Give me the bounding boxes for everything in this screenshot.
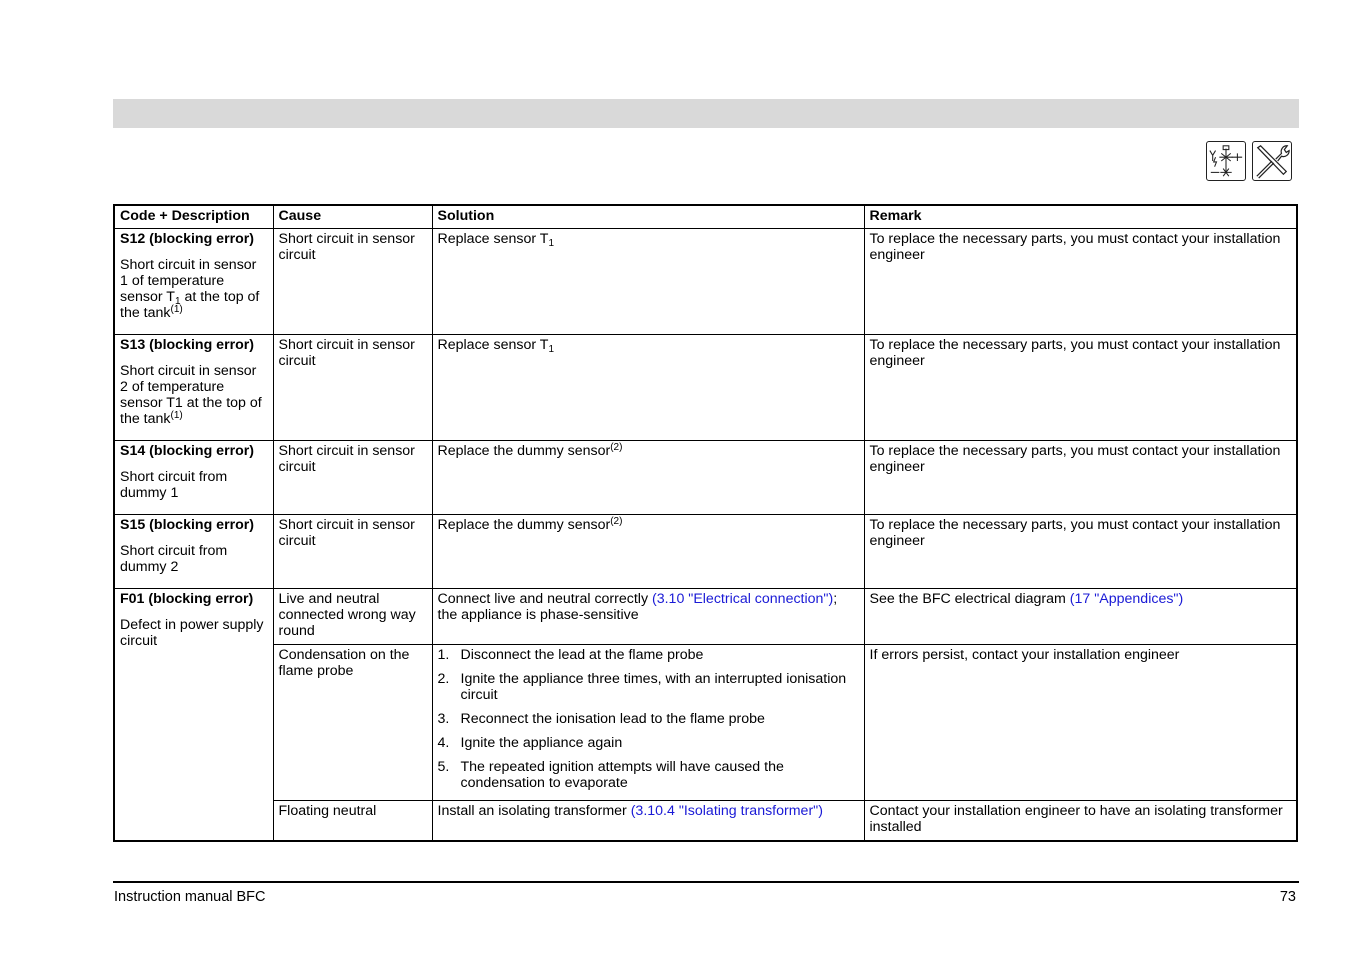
- error-description: Short circuit from dummy 2: [120, 543, 228, 575]
- cause-cell: Condensation on the flame probe: [273, 645, 432, 801]
- cause-cell: Short circuit in sensor circuit: [273, 335, 432, 441]
- error-code: S13 (blocking error): [120, 337, 255, 353]
- table-row: [114, 335, 1297, 441]
- cross-reference-link[interactable]: (3.10.4 "Isolating transformer"): [630, 803, 823, 819]
- code-cell: [114, 589, 273, 841]
- list-item: 4. Ignite the appliance again: [437, 735, 623, 751]
- code-cell: [114, 441, 273, 515]
- solution-cell: Replace sensor $T_1$: [432, 229, 864, 335]
- error-description: Defect in power supply circuit: [120, 617, 264, 649]
- table-row: [114, 589, 1297, 645]
- list-item: 3. Reconnect the ionisation lead to the flame probe: [437, 711, 765, 727]
- service-tools-icon: [1252, 141, 1292, 181]
- remark-cell: See the BFC electrical diagram (17 "Appendices"): [864, 589, 1297, 645]
- cross-reference-link[interactable]: (3.10 "Electrical connection"): [652, 591, 834, 607]
- footer-title: Instruction manual BFC: [114, 889, 266, 905]
- solution-cell: Install an isolating transformer (3.10.4 "Isolating transformer"): [432, 801, 864, 841]
- installer-symbol-icon: [1206, 141, 1246, 181]
- header-code: Code + Description: [114, 205, 273, 229]
- error-code: F01 (blocking error): [120, 591, 254, 607]
- error-code: S15 (blocking error): [120, 517, 255, 533]
- remark-cell: To replace the necessary parts, you must contact your installation engineer: [864, 335, 1297, 441]
- header-band: [113, 99, 1299, 128]
- cause-cell: Short circuit in sensor circuit: [273, 229, 432, 335]
- page-number: 73: [1279, 889, 1296, 905]
- code-cell: [114, 515, 273, 589]
- code-cell: [114, 229, 273, 335]
- header-cause: Cause: [273, 205, 432, 229]
- remark-cell: To replace the necessary parts, you must contact your installation engineer: [864, 441, 1297, 515]
- table-row: [114, 515, 1297, 589]
- remark-cell: Contact your installation engineer to have an isolating transformer installed: [864, 801, 1297, 841]
- list-item: 5. The repeated ignition attempts will have caused the condensation to evaporate: [437, 759, 784, 791]
- error-description: Short circuit from dummy 1: [120, 469, 228, 501]
- solution-cell: Replace the dummy sensor$^{(2)}$: [432, 441, 864, 515]
- solution-cell: Connect live and neutral correctly (3.10 "Electrical connection"); the appliance is phase-sensitive: [432, 589, 864, 645]
- error-description: Short circuit in sensor 1 of temperature sensor $T_1$ at the top of the tank$^{(1)}$: [120, 257, 260, 321]
- solution-cell: Replace the dummy sensor$^{(2)}$: [432, 515, 864, 589]
- cause-cell: Short circuit in sensor circuit: [273, 515, 432, 589]
- cause-cell: Short circuit in sensor circuit: [273, 441, 432, 515]
- cause-cell: Floating neutral: [273, 801, 432, 841]
- fault-table: [113, 204, 1298, 842]
- header-icons: [1206, 141, 1292, 181]
- error-code: S14 (blocking error): [120, 443, 255, 459]
- header-remark: Remark: [864, 205, 1297, 229]
- solution-cell: [432, 645, 864, 801]
- list-item: 1. Disconnect the lead at the flame probe: [437, 647, 704, 663]
- cause-cell: Live and neutral connected wrong way round: [273, 589, 432, 645]
- step-list: [438, 647, 859, 791]
- table-row: [114, 801, 1297, 841]
- table-row: [114, 229, 1297, 335]
- error-description: Short circuit in sensor 2 of temperature sensor T1 at the top of the tank$^{(1)}$: [120, 363, 262, 427]
- list-item: 2. Ignite the appliance three times, with an interrupted ionisation circuit: [437, 671, 847, 703]
- error-code: S12 (blocking error): [120, 231, 255, 247]
- cross-reference-link[interactable]: (17 "Appendices"): [1069, 591, 1184, 607]
- remark-cell: To replace the necessary parts, you must contact your installation engineer: [864, 229, 1297, 335]
- table-row: [114, 441, 1297, 515]
- solution-cell: Replace sensor $T_1$: [432, 335, 864, 441]
- table-header-row: [114, 205, 1297, 229]
- code-cell: [114, 335, 273, 441]
- table-row: [114, 645, 1297, 801]
- header-solution: Solution: [432, 205, 864, 229]
- remark-cell: To replace the necessary parts, you must contact your installation engineer: [864, 515, 1297, 589]
- footer-divider: [113, 881, 1299, 883]
- remark-cell: If errors persist, contact your installation engineer: [864, 645, 1297, 801]
